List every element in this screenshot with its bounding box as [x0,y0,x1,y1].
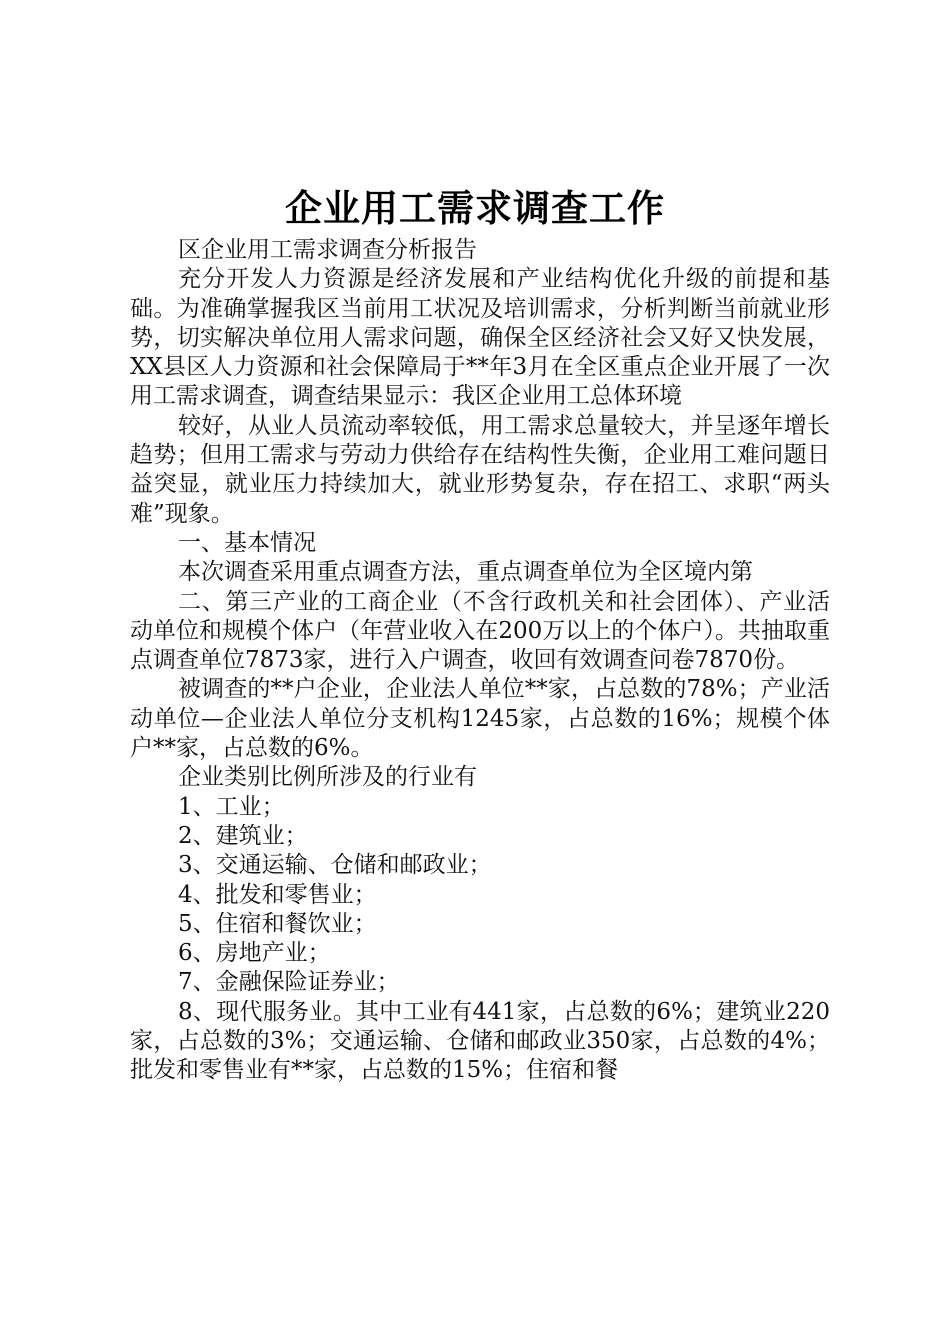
paragraph-composition: 被调查的**户企业，企业法人单位**家，占总数的78%；产业活动单位—企业法人单位分支机构1245家，占总数的16%；规模个体户**家，占总数的6%。 [130,676,830,762]
paragraph-scope: 二、第三产业的工商企业（不含行政机关和社会团体）、产业活动单位和规模个体户（年营业收入在200万以上的个体户）。共抽取重点调查单位7873家，进行入户调查，收回有效调查问卷7870份。 [130,588,830,674]
list-item: 1、工业； [178,793,285,820]
list-item: 8、现代服务业。其中工业有441家，占总数的6%；建筑业220家，占总数的3%；交通运输、仓储和邮政业350家，占总数的4%；批发和零售业有**家，占总数的15%；住宿和餐 [130,998,830,1084]
paragraph-findings: 较好，从业人员流动率较低，用工需求总量较大，并呈逐年增长趋势；但用工需求与劳动力供给存在结构性失衡，企业用工难问题日益突显，就业压力持续加大，就业形势复杂，存在招工、求职“两头难”现象。 [130,412,830,527]
document-body [130,236,830,1086]
list-item: 3、交通运输、仓储和邮政业； [178,852,492,879]
paragraph-industries-intro: 企业类别比例所涉及的行业有 [178,764,477,791]
list-item: 7、金融保险证券业； [178,969,400,996]
section-heading-basic: 一、基本情况 [178,529,316,556]
document-title: 企业用工需求调查工作 [285,186,665,230]
list-item: 2、建筑业； [178,822,308,849]
paragraph-method: 本次调查采用重点调查方法，重点调查单位为全区境内第 [178,559,753,586]
list-item: 5、住宿和餐饮业； [178,910,377,937]
report-subtitle: 区企业用工需求调查分析报告 [178,237,477,263]
paragraph-intro: 充分开发人力资源是经济发展和产业结构优化升级的前提和基础。为准确掌握我区当前用工状况及培训需求，分析判断当前就业形势，切实解决单位用人需求问题，确保全区经济社会又好又快发展，XX县区人力资源和社会保障局于**年3月在全区重点企业开展了一次用工需求调查，调查结果显示：我区企业用工总体环境 [130,266,830,410]
list-item: 4、批发和零售业； [178,881,377,908]
list-item: 6、房地产业； [178,940,331,967]
